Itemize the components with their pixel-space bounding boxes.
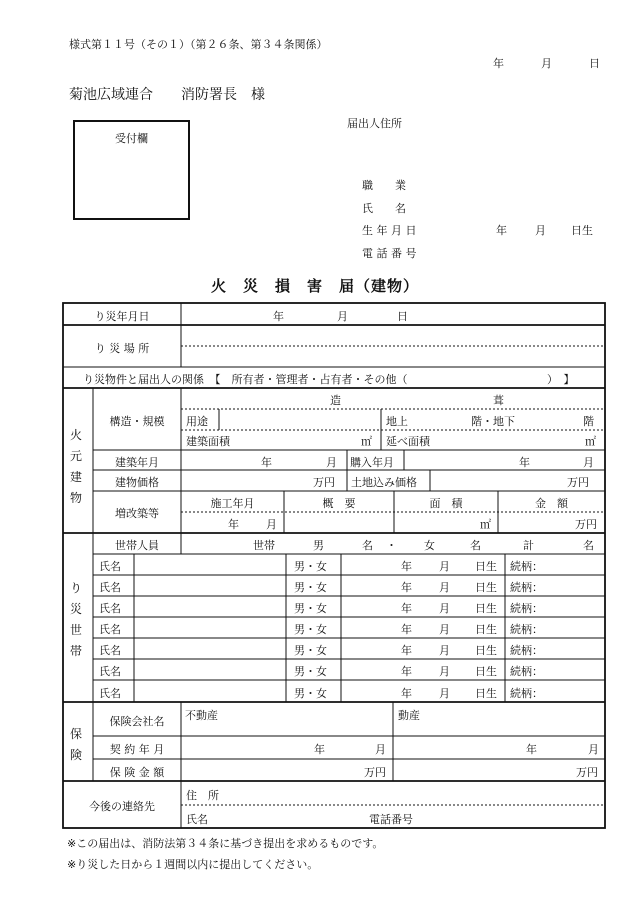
person-sex: 男・女 bbox=[294, 560, 327, 573]
person-sex: 男・女 bbox=[294, 602, 327, 615]
purchase-label: 購入年月 bbox=[350, 456, 394, 469]
person-day: 日生 bbox=[475, 602, 497, 615]
structure-label: 構造・規模 bbox=[109, 415, 165, 428]
page-title: 火 災 損 害 届（建物） bbox=[210, 277, 419, 295]
disaster-day: 日 bbox=[397, 310, 408, 323]
person-sex: 男・女 bbox=[294, 644, 327, 657]
amount-label: 金 額 bbox=[535, 497, 568, 510]
person-name-label: 氏名 bbox=[99, 665, 121, 678]
person-sex: 男・女 bbox=[294, 623, 327, 636]
build-year-y: 年 bbox=[261, 456, 272, 469]
members-label: 世帯人員 bbox=[115, 539, 159, 552]
relation-label: り災物件と届出人の関係 【 所有者・管理者・占有者・その他（ bbox=[83, 373, 408, 386]
person-month: 月 bbox=[439, 602, 450, 615]
person-relation: 続柄： bbox=[510, 581, 543, 594]
land-price-label: 土地込み価格 bbox=[351, 476, 417, 489]
floors-under-label: 階・地下 bbox=[471, 415, 515, 428]
person-relation: 続柄： bbox=[510, 644, 543, 657]
male-count-unit: 名 bbox=[362, 539, 373, 552]
build-year-label: 建築年月 bbox=[115, 456, 159, 469]
construction-date-label: 施工年月 bbox=[210, 497, 255, 510]
amount-unit-mv: 万円 bbox=[576, 766, 598, 779]
dob-year: 年 bbox=[496, 224, 507, 237]
applicant-address-label: 届出人住所 bbox=[347, 117, 402, 130]
person-relation: 続柄： bbox=[510, 687, 543, 700]
person-year: 年 bbox=[401, 623, 412, 636]
total-count-unit: 名 bbox=[583, 539, 594, 552]
movables-label: 動産 bbox=[398, 709, 420, 722]
above-ground-label: 地上 bbox=[386, 415, 408, 428]
contract-year-mv: 年 bbox=[526, 743, 537, 756]
male-label: 男 bbox=[313, 539, 324, 552]
dob-day: 日生 bbox=[571, 224, 593, 237]
contact-address-label: 住 所 bbox=[186, 789, 219, 802]
person-day: 日生 bbox=[475, 623, 497, 636]
person-day: 日生 bbox=[475, 581, 497, 594]
disaster-year: 年 bbox=[273, 310, 284, 323]
person-relation: 続柄： bbox=[510, 665, 543, 678]
person-sex: 男・女 bbox=[294, 687, 327, 700]
female-label: 女 bbox=[424, 539, 435, 552]
occupation-label: 職 業 bbox=[362, 179, 406, 192]
total-floor-label: 延べ面積 bbox=[386, 435, 430, 448]
person-sex: 男・女 bbox=[294, 665, 327, 678]
insurance-section-label: 保険 bbox=[70, 727, 83, 762]
person-name-label: 氏名 bbox=[99, 602, 121, 615]
household-section-label: り災世帯 bbox=[70, 581, 83, 658]
person-year: 年 bbox=[401, 687, 412, 700]
person-day: 日生 bbox=[475, 687, 497, 700]
person-relation: 続柄： bbox=[510, 623, 543, 636]
floors-label: 階 bbox=[583, 415, 594, 428]
insurance-company-label: 保険会社名 bbox=[109, 715, 165, 728]
relation-close: ） 】 bbox=[547, 373, 575, 386]
person-sex: 男・女 bbox=[294, 581, 327, 594]
total-floor-unit: ㎡ bbox=[585, 435, 596, 448]
amount-unit-re: 万円 bbox=[364, 766, 386, 779]
person-day: 日生 bbox=[475, 644, 497, 657]
purchase-m: 月 bbox=[583, 456, 594, 469]
person-year: 年 bbox=[401, 581, 412, 594]
contact-phone-label: 電話番号 bbox=[369, 813, 413, 826]
person-relation: 続柄： bbox=[510, 602, 543, 615]
form-number: 様式第１１号（その１）（第２６条、第３４条関係） bbox=[69, 38, 328, 51]
contract-year-re: 年 bbox=[314, 743, 325, 756]
renovation-amount-unit: 万円 bbox=[575, 518, 597, 531]
dob-month: 月 bbox=[535, 224, 546, 237]
person-month: 月 bbox=[439, 560, 450, 573]
building-area-label: 建築面積 bbox=[186, 435, 230, 448]
person-name-label: 氏名 bbox=[99, 560, 121, 573]
renovation-month: 月 bbox=[266, 518, 277, 531]
person-name-label: 氏名 bbox=[99, 581, 121, 594]
build-year-m: 月 bbox=[326, 456, 337, 469]
land-price-unit: 万円 bbox=[567, 476, 589, 489]
area-label: 面 積 bbox=[429, 497, 463, 510]
person-name-label: 氏名 bbox=[99, 644, 121, 657]
person-month: 月 bbox=[439, 623, 450, 636]
contract-month-mv: 月 bbox=[588, 743, 599, 756]
contact-name-label: 氏名 bbox=[186, 813, 208, 826]
contract-label: 契 約 年 月 bbox=[109, 743, 165, 756]
setai-label: 世帯 bbox=[253, 539, 275, 552]
date-month-label: 月 bbox=[541, 57, 552, 70]
purchase-y: 年 bbox=[519, 456, 530, 469]
overview-label: 概 要 bbox=[322, 497, 356, 510]
note-2: ※り災した日から１週間以内に提出してください。 bbox=[67, 858, 319, 871]
renovation-area-unit: ㎡ bbox=[480, 518, 491, 531]
reception-label: 受付欄 bbox=[115, 132, 148, 145]
contract-month-re: 月 bbox=[375, 743, 386, 756]
person-day: 日生 bbox=[475, 560, 497, 573]
buki-label: 葺 bbox=[493, 394, 504, 407]
person-day: 日生 bbox=[475, 665, 497, 678]
price-label: 建物価格 bbox=[115, 476, 159, 489]
date-year-label: 年 bbox=[493, 57, 504, 70]
name-label: 氏 名 bbox=[362, 202, 406, 215]
female-count-unit: 名 bbox=[470, 539, 481, 552]
note-1: ※この届出は、消防法第３４条に基づき提出を求めるものです。 bbox=[67, 837, 384, 850]
person-name-label: 氏名 bbox=[99, 687, 121, 700]
disaster-place-label: り 災 場 所 bbox=[94, 342, 150, 355]
person-year: 年 bbox=[401, 560, 412, 573]
person-month: 月 bbox=[439, 644, 450, 657]
phone-label: 電 話 番 号 bbox=[362, 247, 417, 260]
price-unit: 万円 bbox=[313, 476, 335, 489]
total-label: 計 bbox=[523, 539, 534, 552]
person-name-label: 氏名 bbox=[99, 623, 121, 636]
contact-label: 今後の連絡先 bbox=[89, 800, 155, 813]
real-estate-label: 不動産 bbox=[185, 709, 218, 722]
separator-dot: ・ bbox=[386, 539, 397, 552]
renovation-year: 年 bbox=[228, 518, 239, 531]
disaster-date-label: り災年月日 bbox=[94, 310, 150, 323]
zou-label: 造 bbox=[330, 394, 341, 407]
person-year: 年 bbox=[401, 665, 412, 678]
person-month: 月 bbox=[439, 581, 450, 594]
building-area-unit: ㎡ bbox=[361, 435, 372, 448]
date-day-label: 日 bbox=[589, 57, 600, 70]
person-month: 月 bbox=[439, 687, 450, 700]
person-year: 年 bbox=[401, 602, 412, 615]
usage-label: 用途 bbox=[186, 415, 208, 428]
disaster-month: 月 bbox=[337, 310, 348, 323]
person-month: 月 bbox=[439, 665, 450, 678]
fire-origin-section-label: 火元建物 bbox=[70, 428, 83, 505]
dob-label: 生 年 月 日 bbox=[362, 224, 417, 237]
addressee: 菊池広域連合 消防署長 様 bbox=[69, 87, 265, 103]
renovation-label: 増改築等 bbox=[115, 507, 159, 520]
person-relation: 続柄： bbox=[510, 560, 543, 573]
insurance-amount-label: 保 険 金 額 bbox=[109, 766, 165, 779]
person-year: 年 bbox=[401, 644, 412, 657]
